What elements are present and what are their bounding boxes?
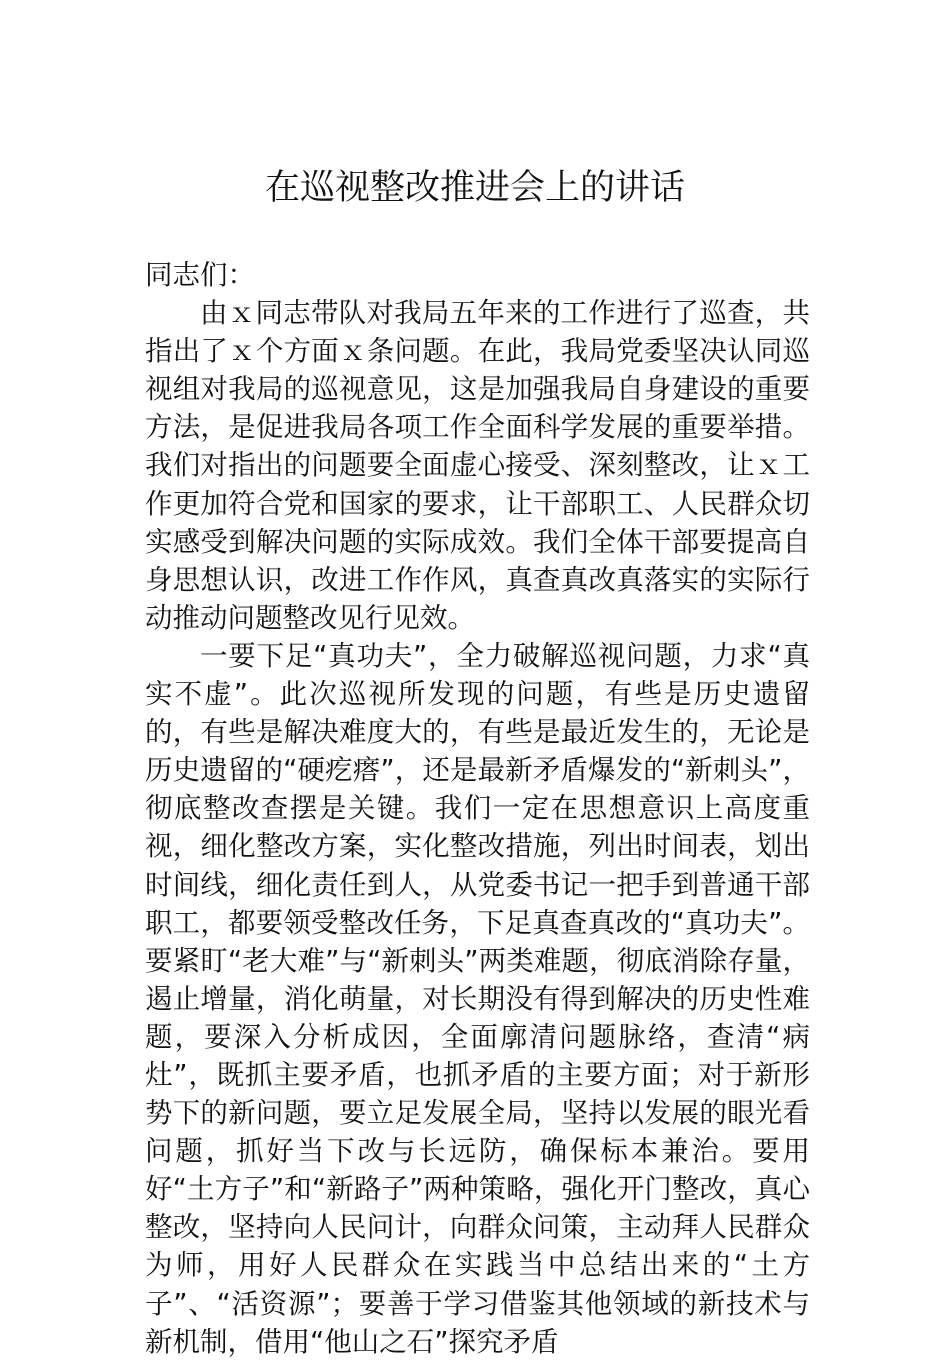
document-title: 在巡视整改推进会上的讲话 bbox=[264, 168, 685, 208]
paragraph-1: 由ｘ同志带队对我局五年来的工作进行了巡查，共指出了ｘ个方面ｘ条问题。在此，我局党委坚决认同巡视组对我局的巡视意见，这是加强我局自身建设的重要方法，是促进我局各项工作全面科学发展的重要举措。我们对指出的问题要全面虚心接受、深刻整改，让ｘ工作更加符合党和国家的要求，让干部职工、人民群众切实感受到解决问题的实际成效。我们全体干部要提高自身思想认识，改进工作作风，真查真改真落实的实际行动推动问题整改见行见效。 bbox=[145, 297, 810, 634]
document-body bbox=[145, 256, 810, 1361]
paragraph-2: 一要下足“真功夫”，全力破解巡视问题，力求“真实不虚”。此次巡视所发现的问题，有些是历史遗留的，有些是解决难度大的，有些是最近发生的，无论是历史遗留的“硬疙瘩”，还是最新矛盾爆发的“新刺头”，彻底整改查摆是关键。我们一定在思想意识上高度重视，细化整改方案，实化整改措施，列出时间表，划出时间线，细化责任到人，从党委书记一把手到普通干部职工，都要领受整改任务，下足真查真改的“真功夫”。要紧盯“老大难”与“新刺头”两类难题，彻底消除存量，遏止增量，消化萌量，对长期没有得到解决的历史性难题，要深入分析成因，全面廓清问题脉络，查清“病灶”，既抓主要矛盾，也抓矛盾的主要方面；对于新形势下的新问题，要立足发展全局，坚持以发展的眼光看问题，抓好当下改与长远防，确保标本兼治。要用好“土方子”和“新路子”两种策略，强化开门整改，真心整改，坚持向人民问计，向群众问策，主动拜人民群众为师，用好人民群众在实践当中总结出来的“土方子”、“活资源”；要善于学习借鉴其他领域的新技术与新机制，借用“他山之石”探究矛盾 bbox=[145, 639, 810, 1358]
salutation: 同志们： bbox=[145, 259, 255, 291]
